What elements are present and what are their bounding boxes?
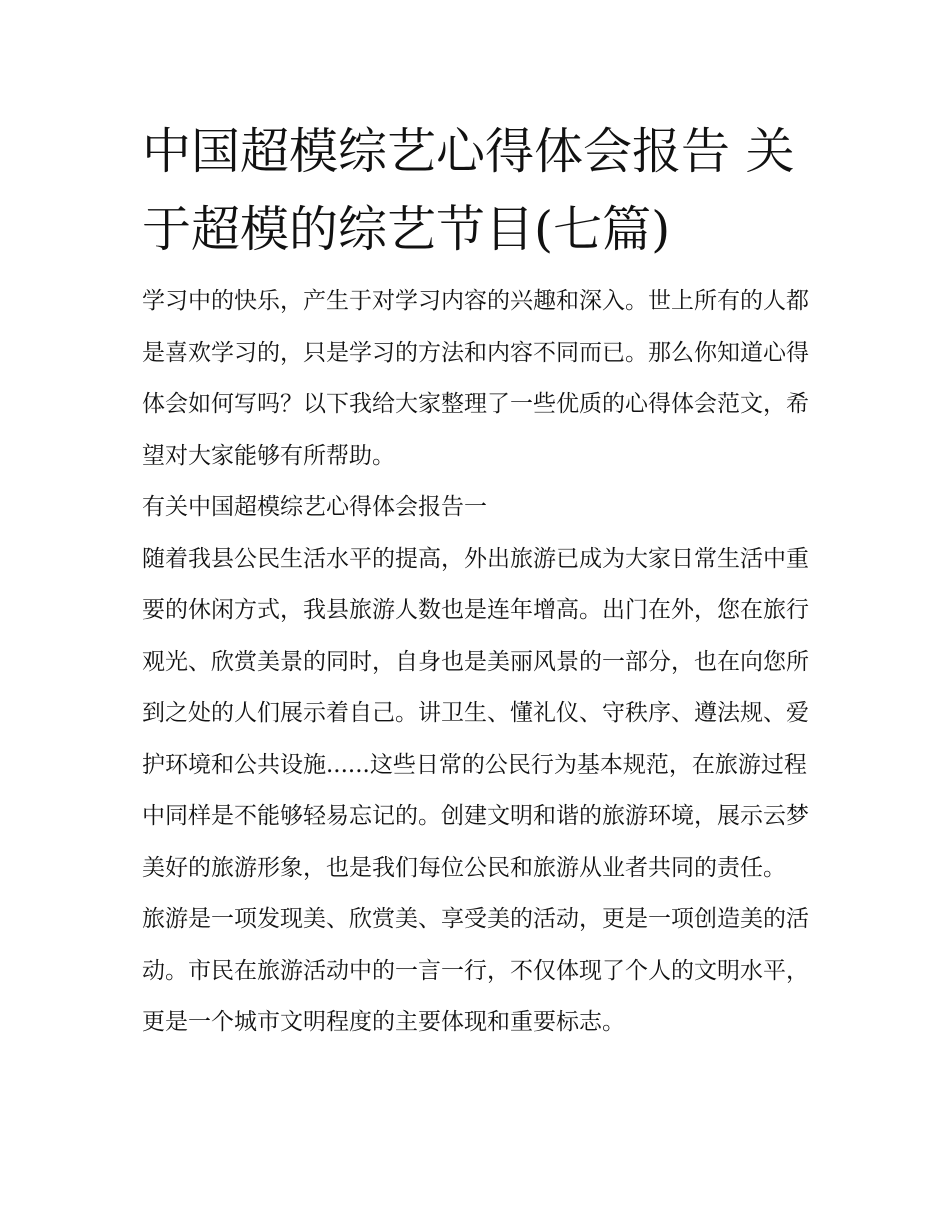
document-body [142,276,818,1049]
section-heading: 有关中国超模综艺心得体会报告一 [142,494,487,520]
body-paragraph: 旅游是一项发现美、欣赏美、享受美的活动，更是一项创造美的活动。市民在旅游活动中的一言一行，不仅体现了个人的文明水平，更是一个城市文明程度的主要体现和重要标志。 [142,906,809,1035]
body-paragraph: 随着我县公民生活水平的提高，外出旅游已成为大家日常生活中重要的休闲方式，我县旅游人数也是连年增高。出门在外，您在旅行观光、欣赏美景的同时，自身也是美丽风景的一部分，也在向您所到之处的人们展示着自己。讲卫生、懂礼仪、守秩序、遵法规、爱护环境和公共设施......这些日常的公民行为基本规范，在旅游过程中同样是不能够轻易忘记的。创建文明和谐的旅游环境，展示云梦美好的旅游形象，也是我们每位公民和旅游从业者共同的责任。 [142,545,809,881]
intro-paragraph: 学习中的快乐，产生于对学习内容的兴趣和深入。世上所有的人都是喜欢学习的，只是学习的方法和内容不同而已。那么你知道心得体会如何写吗？以下我给大家整理了一些优质的心得体会范文，希望对大家能够有所帮助。 [142,288,809,469]
document-title: 中国超模综艺心得体会报告 关于超模的综艺节目(七篇) [142,123,795,258]
